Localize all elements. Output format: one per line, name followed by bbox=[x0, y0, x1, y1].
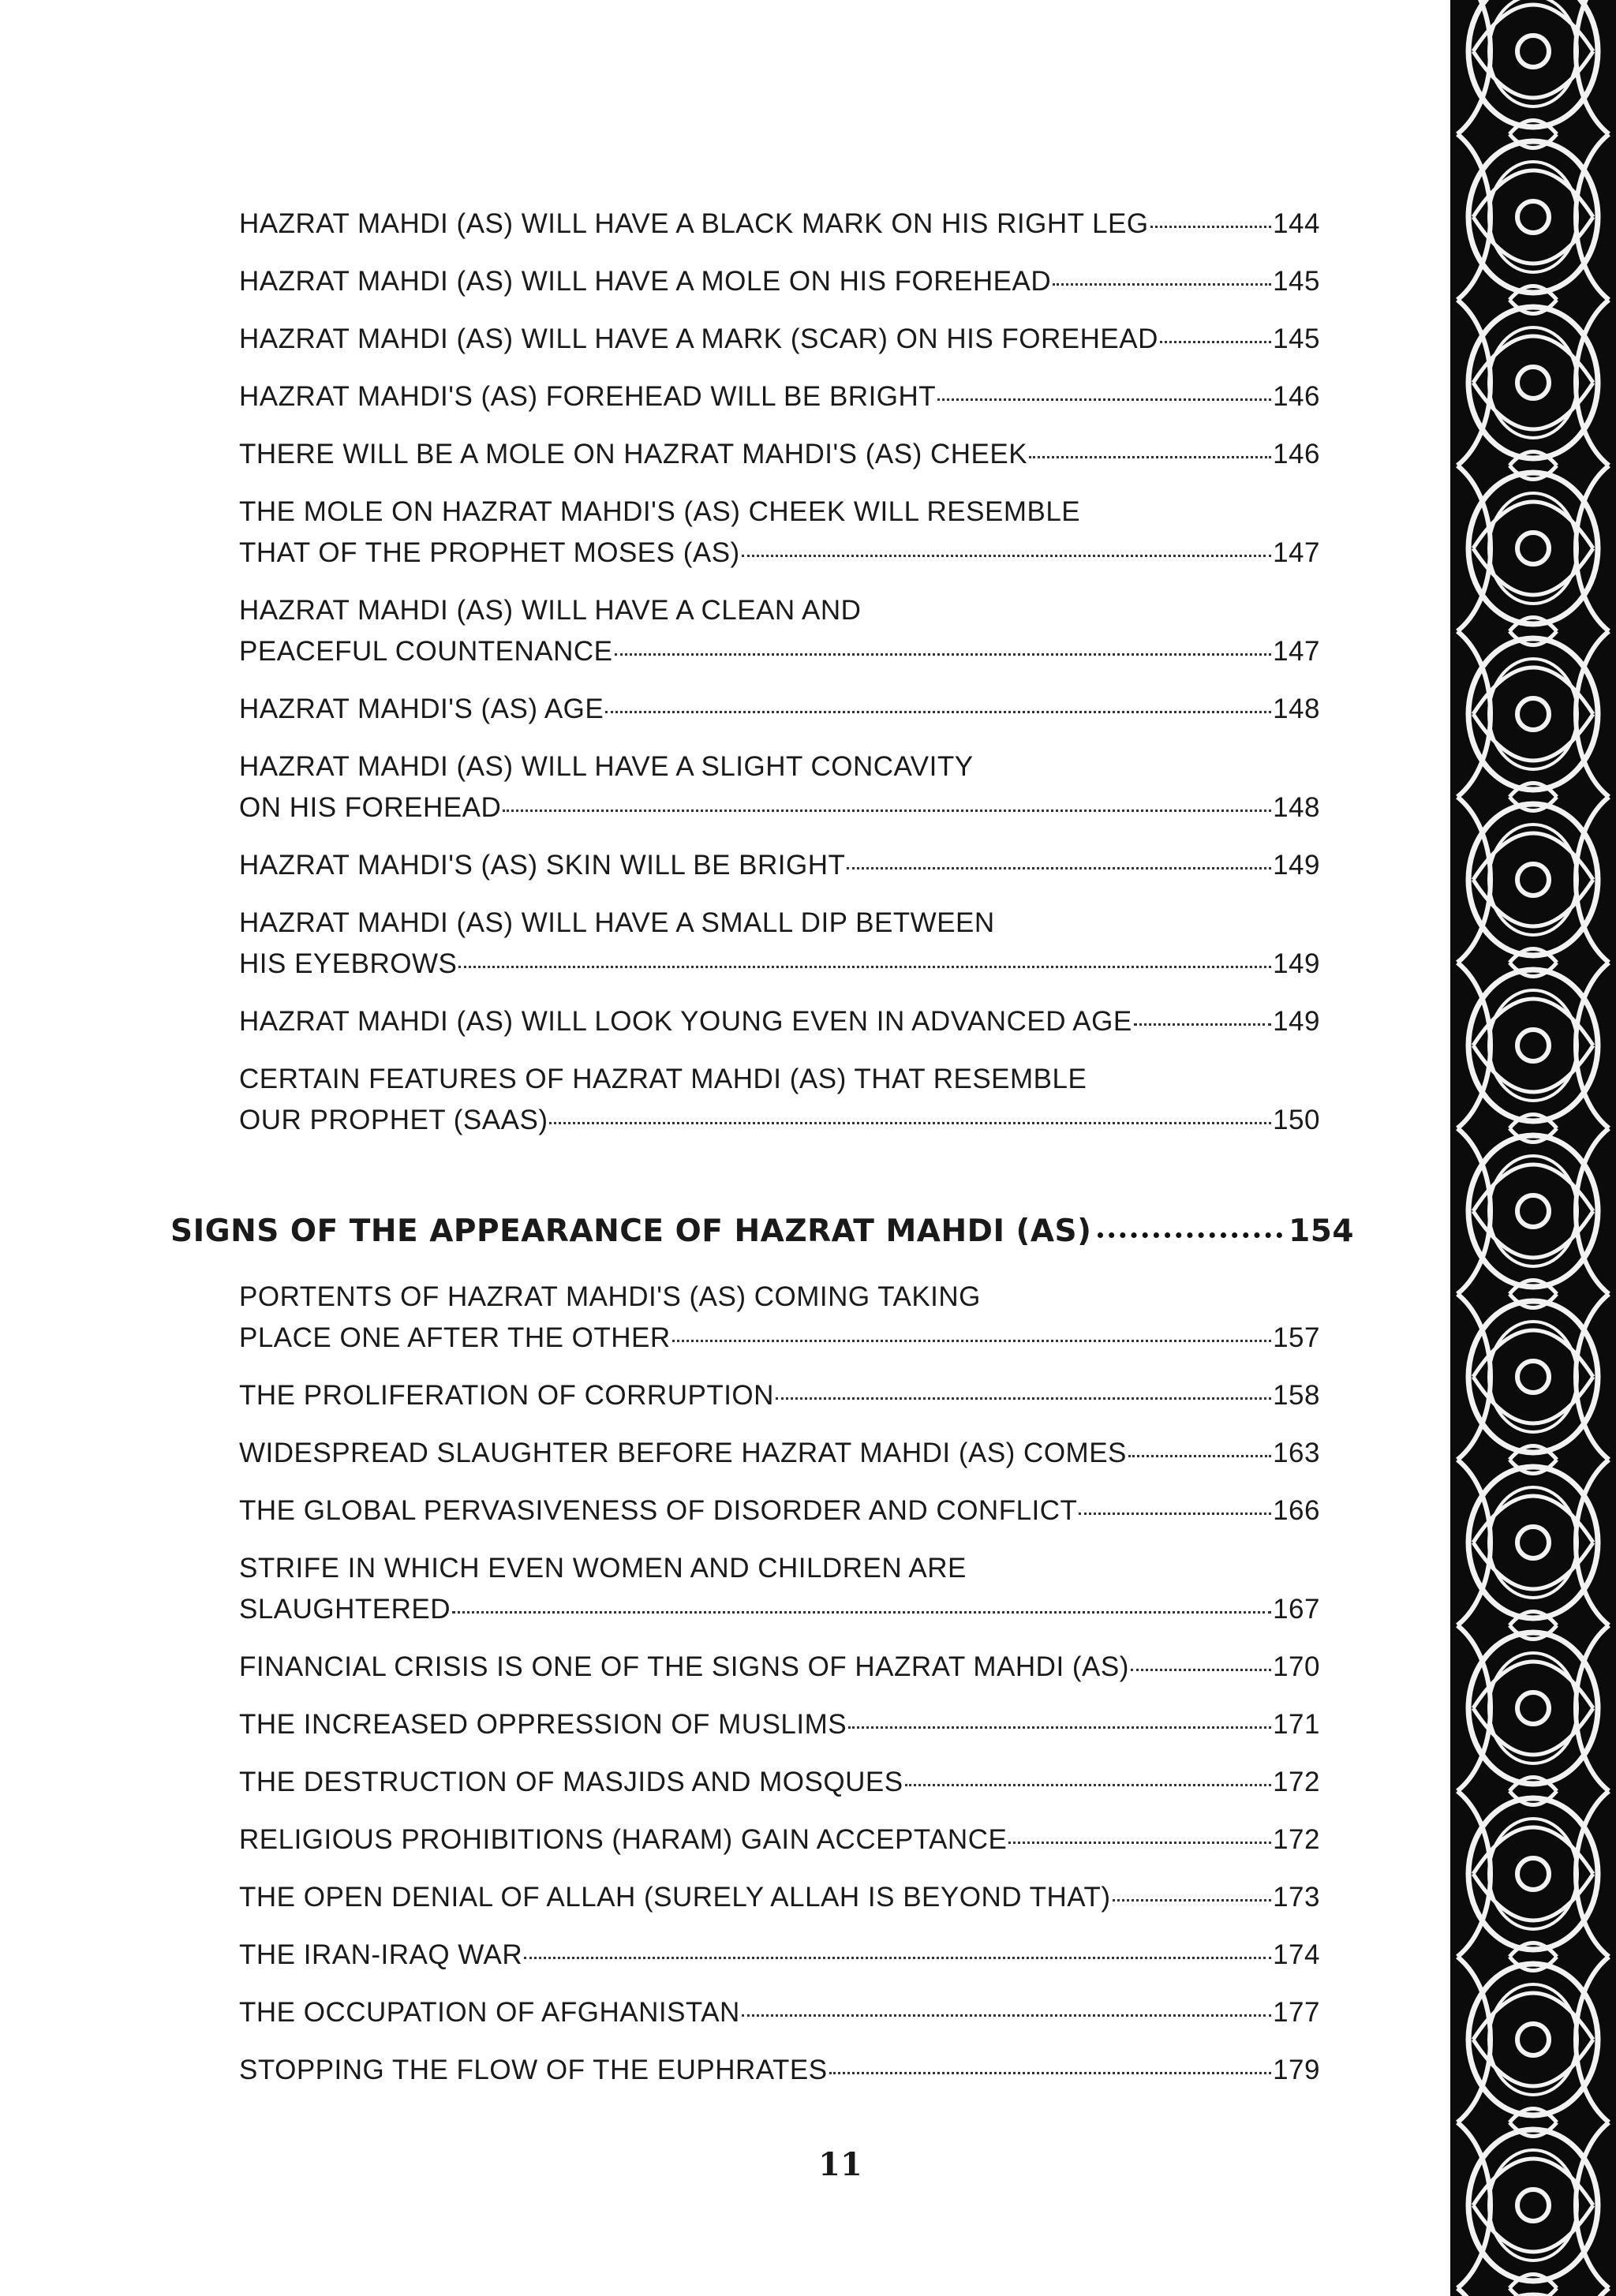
toc-entry[interactable] bbox=[239, 1935, 1320, 1976]
dot-leader bbox=[458, 966, 1271, 968]
toc-entry[interactable] bbox=[239, 1704, 1320, 1745]
entry-last-line bbox=[239, 1935, 1320, 1976]
entry-title: HAZRAT MAHDI (AS) WILL HAVE A MOLE ON HIS FOREHEAD bbox=[239, 266, 1052, 297]
toc-entry[interactable] bbox=[239, 1001, 1320, 1042]
entry-title: THAT OF THE PROPHET MOSES (AS) bbox=[239, 537, 740, 568]
entry-page-number: 172 bbox=[1273, 1767, 1320, 1797]
toc-entry[interactable] bbox=[239, 1433, 1320, 1474]
dot-leader bbox=[1150, 226, 1271, 228]
page-number: 11 bbox=[818, 2146, 862, 2183]
entry-last-line bbox=[239, 1877, 1320, 1918]
dot-leader bbox=[524, 1957, 1271, 1959]
toc-entry[interactable] bbox=[239, 1819, 1320, 1860]
entry-last-line bbox=[239, 1819, 1320, 1860]
toc-entry[interactable] bbox=[239, 2050, 1320, 2091]
entry-page-number: 174 bbox=[1273, 1939, 1320, 1970]
entry-title: THE DESTRUCTION OF MASJIDS AND MOSQUES bbox=[239, 1767, 903, 1797]
entry-page-number: 146 bbox=[1273, 381, 1320, 412]
entry-title: WIDESPREAD SLAUGHTER BEFORE HAZRAT MAHDI (AS) COMES bbox=[239, 1438, 1127, 1468]
entry-page-number: 145 bbox=[1273, 266, 1320, 297]
section-page-number: 154 bbox=[1289, 1213, 1354, 1249]
entry-last-line bbox=[239, 1589, 1320, 1630]
entry-title: THE IRAN-IRAQ WAR bbox=[239, 1939, 523, 1970]
toc-entry[interactable] bbox=[239, 1992, 1320, 2033]
entry-last-line bbox=[239, 1433, 1320, 1474]
entry-page-number: 170 bbox=[1273, 1651, 1320, 1682]
entry-last-line bbox=[239, 2050, 1320, 2091]
entry-last-line bbox=[239, 204, 1320, 245]
entry-title: SLAUGHTERED bbox=[239, 1594, 451, 1625]
entry-page-number: 148 bbox=[1273, 694, 1320, 724]
entry-title-line: HAZRAT MAHDI (AS) WILL HAVE A SLIGHT CONCAVITY bbox=[239, 751, 974, 782]
entry-title-line: PORTENTS OF HAZRAT MAHDI'S (AS) COMING TAKING bbox=[239, 1281, 981, 1312]
dot-leader bbox=[549, 1122, 1271, 1124]
section-title: SIGNS OF THE APPEARANCE OF HAZRAT MAHDI (AS) bbox=[170, 1213, 1092, 1249]
entry-title: THE GLOBAL PERVASIVENESS OF DISORDER AND CONFLICT bbox=[239, 1495, 1078, 1526]
dot-leader bbox=[1113, 1899, 1272, 1901]
toc-entry[interactable] bbox=[239, 261, 1320, 302]
dot-leader bbox=[605, 711, 1271, 713]
entry-last-line bbox=[239, 787, 1320, 828]
dot-leader bbox=[1079, 1513, 1271, 1515]
entry-title-line: CERTAIN FEATURES OF HAZRAT MAHDI (AS) THAT RESEMBLE bbox=[239, 1064, 1087, 1094]
dot-leader bbox=[937, 398, 1271, 401]
entry-page-number: 147 bbox=[1273, 537, 1320, 568]
entry-last-line bbox=[239, 1490, 1320, 1531]
entry-title: ON HIS FOREHEAD bbox=[239, 792, 502, 823]
entry-page-number: 147 bbox=[1273, 636, 1320, 667]
entry-title: OUR PROPHET (SAAS) bbox=[239, 1105, 548, 1135]
entry-page-number: 150 bbox=[1273, 1105, 1320, 1135]
entry-title-line: HAZRAT MAHDI (AS) WILL HAVE A SMALL DIP BETWEEN bbox=[239, 907, 995, 938]
entry-last-line bbox=[239, 533, 1320, 574]
dot-leader bbox=[503, 810, 1271, 812]
toc-entry[interactable] bbox=[239, 1647, 1320, 1688]
entry-title: THE INCREASED OPPRESSION OF MUSLIMS bbox=[239, 1709, 847, 1740]
entry-page-number: 148 bbox=[1273, 792, 1320, 823]
toc-entry[interactable] bbox=[239, 204, 1320, 245]
entry-page-number: 149 bbox=[1273, 850, 1320, 881]
toc-entry[interactable] bbox=[239, 845, 1320, 886]
entry-last-line bbox=[239, 1318, 1320, 1359]
dot-leader bbox=[672, 1340, 1271, 1342]
entry-title-line: STRIFE IN WHICH EVEN WOMEN AND CHILDREN ARE bbox=[239, 1553, 967, 1584]
entry-title: HAZRAT MAHDI'S (AS) SKIN WILL BE BRIGHT bbox=[239, 850, 846, 881]
section-heading bbox=[170, 1213, 1354, 1249]
entry-title: STOPPING THE FLOW OF THE EUPHRATES bbox=[239, 2055, 828, 2085]
dot-leader bbox=[1131, 1669, 1271, 1671]
dot-leader bbox=[905, 1784, 1272, 1786]
dot-leader bbox=[1008, 1842, 1271, 1844]
toc-entry[interactable] bbox=[239, 1762, 1320, 1803]
entry-page-number: 173 bbox=[1273, 1882, 1320, 1913]
entry-page-number: 171 bbox=[1273, 1709, 1320, 1740]
dot-leader bbox=[615, 653, 1272, 656]
entry-title: THE OCCUPATION OF AFGHANISTAN bbox=[239, 1997, 740, 2028]
entry-page-number: 145 bbox=[1273, 323, 1320, 354]
toc-entry[interactable] bbox=[239, 492, 1320, 574]
entry-title: THERE WILL BE A MOLE ON HAZRAT MAHDI'S (AS) CHEEK bbox=[239, 439, 1028, 469]
entry-last-line bbox=[239, 434, 1320, 475]
entry-last-line bbox=[239, 1704, 1320, 1745]
dot-leader bbox=[1134, 1023, 1271, 1026]
entry-last-line bbox=[239, 689, 1320, 730]
entry-last-line bbox=[239, 1992, 1320, 2033]
toc-entry[interactable] bbox=[239, 434, 1320, 475]
dot-leader bbox=[776, 1397, 1271, 1400]
entry-title-line: THE MOLE ON HAZRAT MAHDI'S (AS) CHEEK WILL RESEMBLE bbox=[239, 496, 1081, 527]
toc-entry[interactable] bbox=[239, 1375, 1320, 1416]
entry-last-line bbox=[239, 845, 1320, 886]
entry-last-line bbox=[239, 376, 1320, 417]
toc-entry[interactable] bbox=[239, 319, 1320, 360]
ornamental-border-icon bbox=[1450, 0, 1616, 2296]
entry-page-number: 158 bbox=[1273, 1380, 1320, 1411]
entry-title: HAZRAT MAHDI'S (AS) AGE bbox=[239, 694, 604, 724]
entry-last-line bbox=[239, 1100, 1320, 1141]
dot-leader bbox=[1160, 341, 1271, 343]
entry-last-line bbox=[239, 1001, 1320, 1042]
entry-title: THE PROLIFERATION OF CORRUPTION bbox=[239, 1380, 774, 1411]
entry-title: HAZRAT MAHDI (AS) WILL HAVE A MARK (SCAR) ON HIS FOREHEAD bbox=[239, 323, 1158, 354]
entry-last-line bbox=[239, 1647, 1320, 1688]
toc-entry[interactable] bbox=[239, 689, 1320, 730]
toc-entry[interactable] bbox=[239, 1877, 1320, 1918]
dot-leader bbox=[452, 1611, 1271, 1614]
entry-page-number: 149 bbox=[1273, 1006, 1320, 1037]
entry-title: PLACE ONE AFTER THE OTHER bbox=[239, 1322, 671, 1353]
dot-leader bbox=[1053, 283, 1271, 286]
entry-title: THE OPEN DENIAL OF ALLAH (SURELY ALLAH IS BEYOND THAT) bbox=[239, 1882, 1111, 1913]
dot-leader bbox=[829, 2072, 1271, 2074]
toc-entry[interactable] bbox=[239, 1548, 1320, 1630]
entry-title-line: HAZRAT MAHDI (AS) WILL HAVE A CLEAN AND bbox=[239, 595, 862, 626]
entry-page-number: 172 bbox=[1273, 1824, 1320, 1855]
dot-leader bbox=[847, 867, 1271, 869]
toc-entry[interactable] bbox=[239, 590, 1320, 672]
entry-title: HAZRAT MAHDI (AS) WILL HAVE A BLACK MARK ON HIS RIGHT LEG bbox=[239, 208, 1149, 239]
entry-page-number: 146 bbox=[1273, 439, 1320, 469]
dot-leader bbox=[742, 2014, 1271, 2017]
entry-page-number: 163 bbox=[1273, 1438, 1320, 1468]
entry-page-number: 167 bbox=[1273, 1594, 1320, 1625]
entry-last-line bbox=[239, 1762, 1320, 1803]
entry-page-number: 177 bbox=[1273, 1997, 1320, 2028]
toc-entry[interactable] bbox=[239, 1277, 1320, 1359]
dot-leader bbox=[1029, 456, 1271, 458]
entry-last-line bbox=[239, 319, 1320, 360]
entry-page-number: 179 bbox=[1273, 2055, 1320, 2085]
entry-page-number: 144 bbox=[1273, 208, 1320, 239]
dot-leader bbox=[1098, 1232, 1282, 1238]
toc-entry[interactable] bbox=[239, 903, 1320, 985]
entry-last-line bbox=[239, 261, 1320, 302]
entry-title: HAZRAT MAHDI (AS) WILL LOOK YOUNG EVEN IN ADVANCED AGE bbox=[239, 1006, 1132, 1037]
entry-title: HAZRAT MAHDI'S (AS) FOREHEAD WILL BE BRIGHT bbox=[239, 381, 937, 412]
toc-entry[interactable] bbox=[239, 1490, 1320, 1531]
dot-leader bbox=[1128, 1455, 1271, 1457]
entry-last-line bbox=[239, 631, 1320, 672]
entry-title: FINANCIAL CRISIS IS ONE OF THE SIGNS OF HAZRAT MAHDI (AS) bbox=[239, 1651, 1129, 1682]
entry-last-line bbox=[239, 944, 1320, 985]
toc-entry[interactable] bbox=[239, 1059, 1320, 1141]
entry-title: HIS EYEBROWS bbox=[239, 948, 458, 979]
toc-entry[interactable] bbox=[239, 746, 1320, 828]
dot-leader bbox=[848, 1726, 1271, 1729]
dot-leader bbox=[742, 555, 1271, 557]
entry-title: RELIGIOUS PROHIBITIONS (HARAM) GAIN ACCEPTANCE bbox=[239, 1824, 1008, 1855]
entry-page-number: 157 bbox=[1273, 1322, 1320, 1353]
entry-page-number: 166 bbox=[1273, 1495, 1320, 1526]
toc-entry[interactable] bbox=[239, 376, 1320, 417]
entry-page-number: 149 bbox=[1273, 948, 1320, 979]
entry-last-line bbox=[239, 1375, 1320, 1416]
entry-title: PEACEFUL COUNTENANCE bbox=[239, 636, 613, 667]
